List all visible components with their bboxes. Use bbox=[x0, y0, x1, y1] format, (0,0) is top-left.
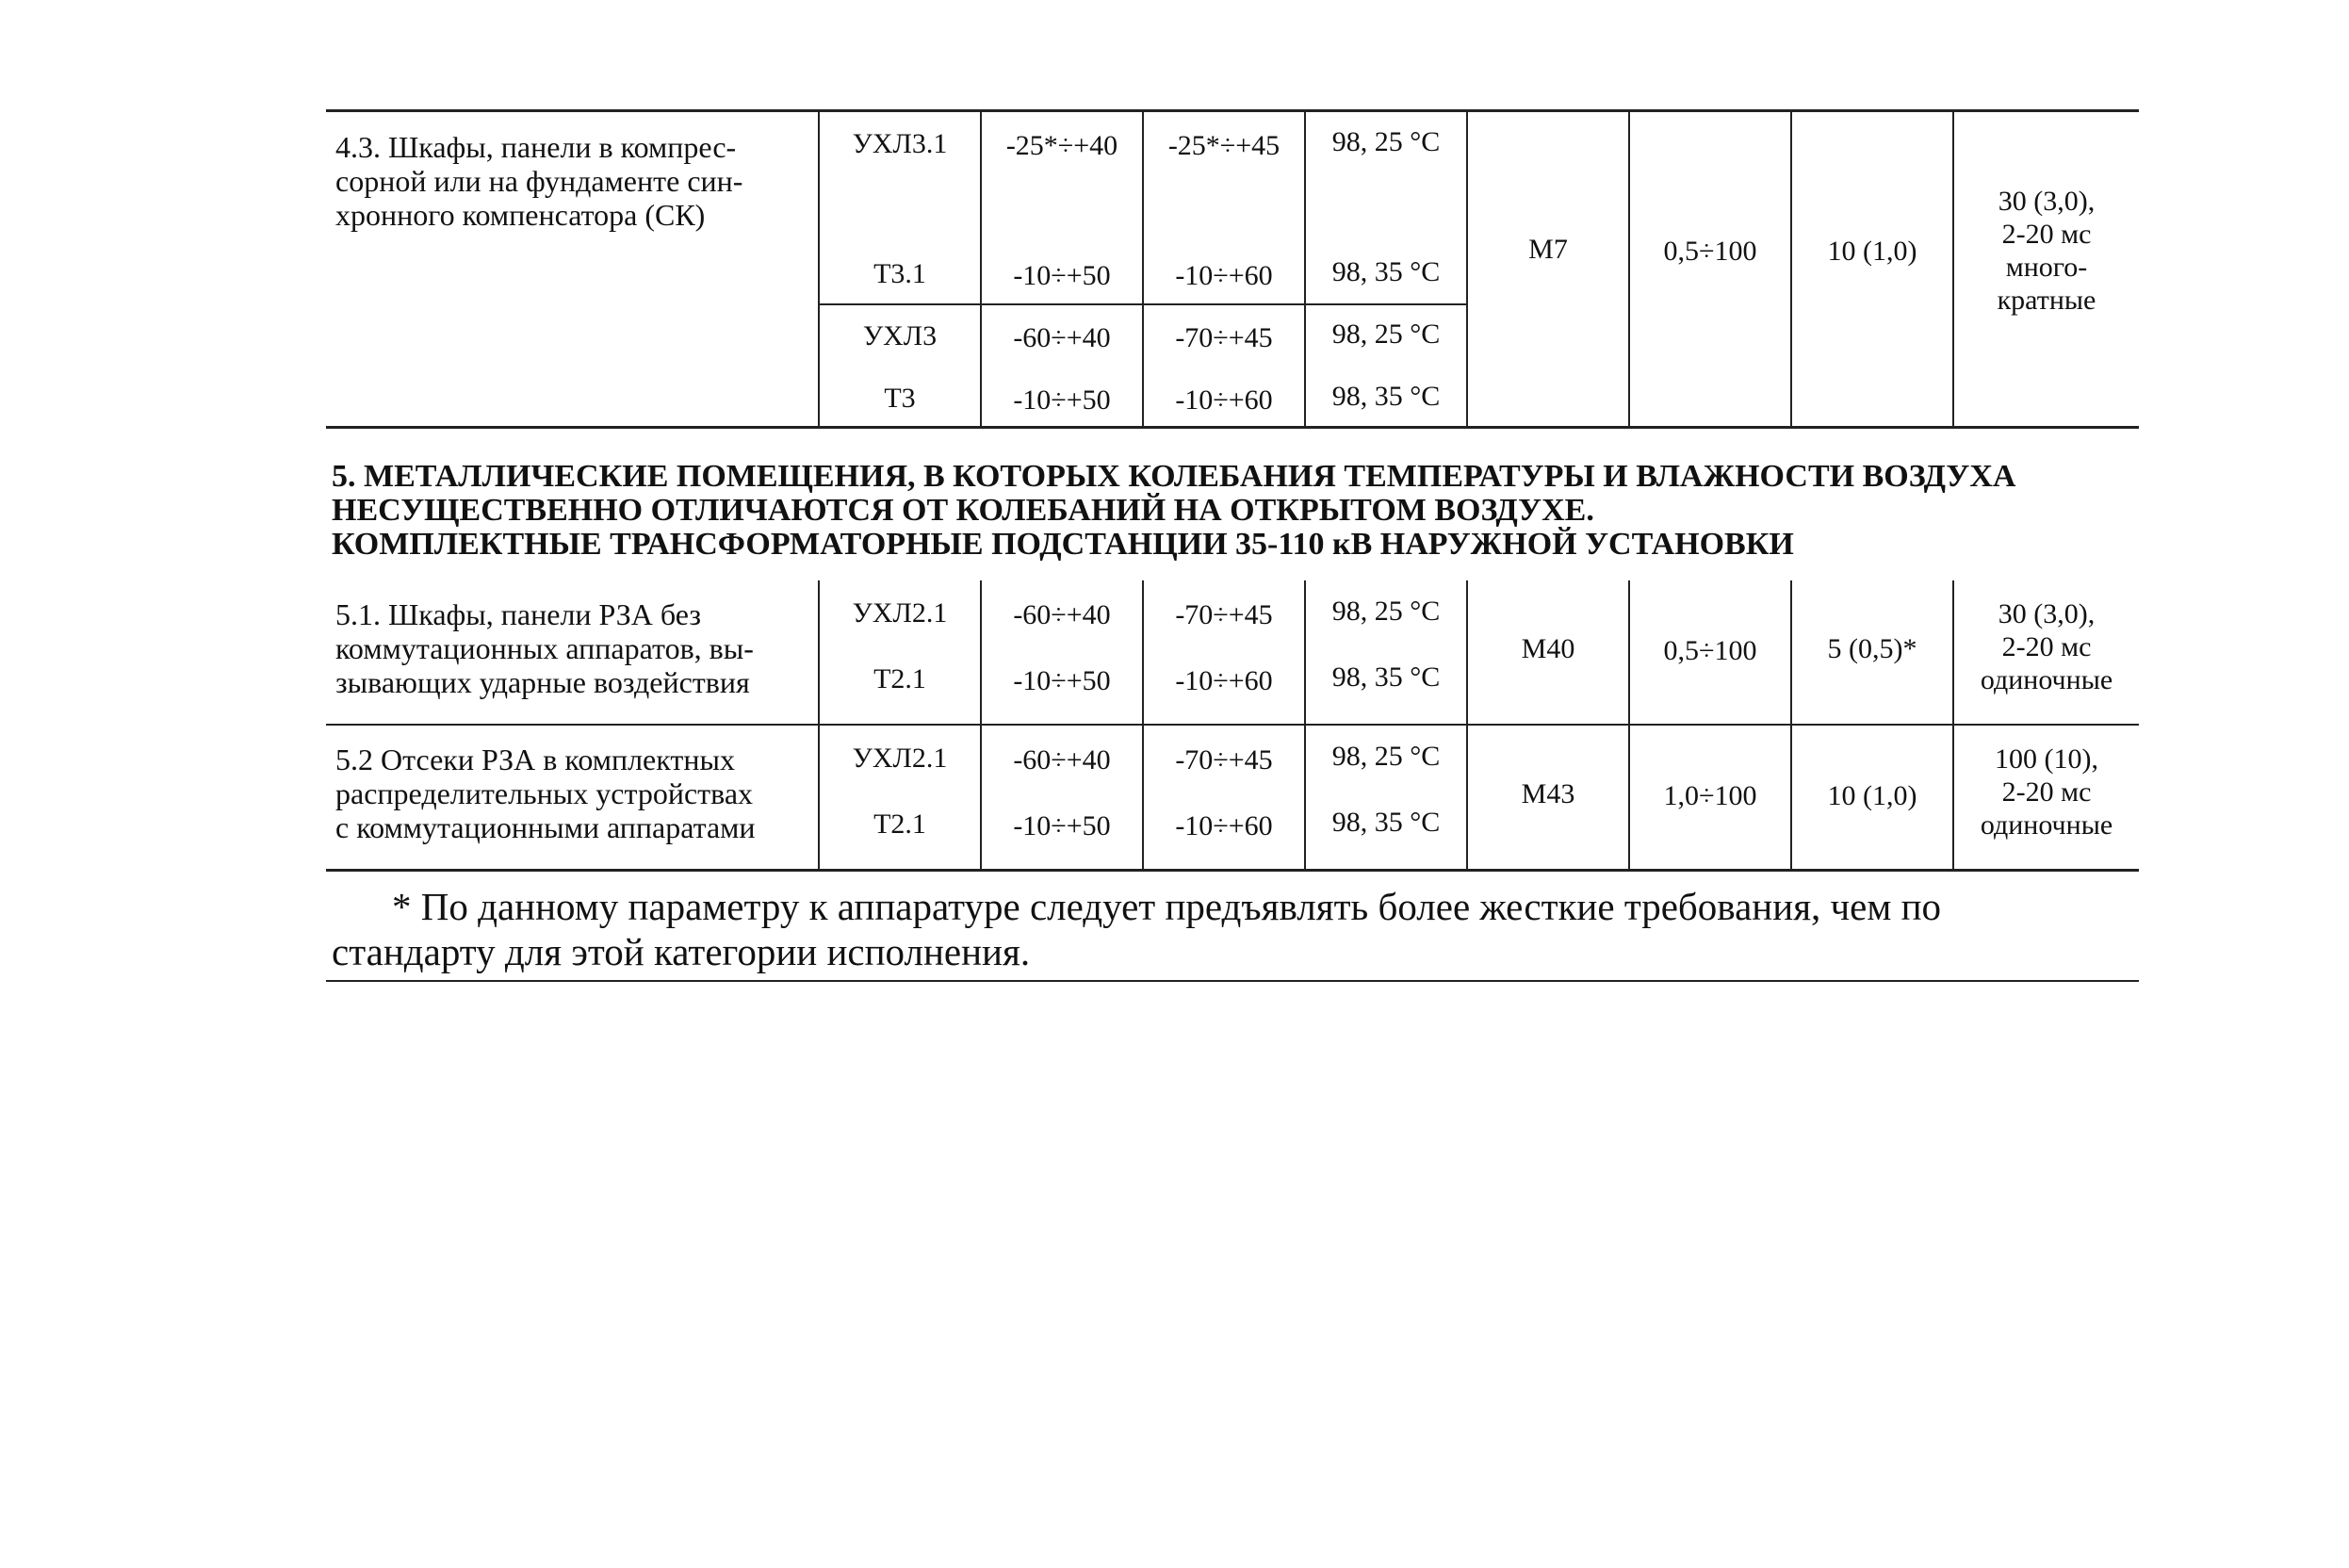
frequency-range: 1,0÷100 bbox=[1663, 780, 1757, 811]
climate-category: УХЛ3.1 bbox=[852, 128, 948, 159]
climate-category: УХЛ2.1 bbox=[852, 743, 948, 774]
working-temp: -10÷+50 bbox=[1013, 260, 1111, 291]
vibration-group: М7 bbox=[1528, 234, 1568, 265]
desc-line: 5.1. Шкафы, панели РЗА без bbox=[335, 597, 701, 631]
acceleration: 10 (1,0) bbox=[1827, 780, 1917, 811]
shock-params bbox=[1954, 743, 2139, 841]
shock-line: 2-20 мс bbox=[2001, 776, 2092, 808]
col-divider bbox=[1628, 109, 1630, 426]
climate-category: Т2.1 bbox=[873, 663, 926, 694]
heading-line: 5. МЕТАЛЛИЧЕСКИЕ ПОМЕЩЕНИЯ, В КОТОРЫХ КОЛЕБАНИЯ ТЕМПЕРАТУРЫ И ВЛАЖНОСТИ ВОЗДУХА bbox=[332, 459, 2016, 494]
col-divider bbox=[1466, 580, 1468, 869]
shock-line: 100 (10), bbox=[1995, 743, 2098, 775]
humidity: 98, 25 °С bbox=[1331, 596, 1441, 627]
climate-category: Т3.1 bbox=[873, 258, 926, 289]
col-divider bbox=[1790, 109, 1792, 426]
desc-line: 5.2 Отсеки РЗА в комплектных bbox=[335, 743, 735, 776]
limit-temp: -10÷+60 bbox=[1175, 260, 1273, 291]
limit-temp: -10÷+60 bbox=[1175, 384, 1273, 416]
frequency-range: 0,5÷100 bbox=[1663, 236, 1757, 267]
row-5-2-description bbox=[335, 743, 756, 844]
acceleration: 5 (0,5)* bbox=[1827, 633, 1917, 664]
shock-params bbox=[1954, 185, 2139, 317]
desc-line: коммутационных аппаратов, вы- bbox=[335, 631, 754, 665]
col-divider bbox=[1466, 109, 1468, 426]
vibration-group: М43 bbox=[1521, 778, 1575, 809]
shock-line: одиночные bbox=[1980, 664, 2113, 695]
shock-line: кратные bbox=[1997, 285, 2096, 316]
climate-category: УХЛ2.1 bbox=[852, 597, 948, 629]
humidity: 98, 35 °С bbox=[1331, 256, 1441, 287]
limit-temp: -70÷+45 bbox=[1175, 744, 1273, 776]
limit-temp: -70÷+45 bbox=[1175, 322, 1273, 353]
working-temp: -60÷+40 bbox=[1013, 322, 1111, 353]
humidity: 98, 35 °С bbox=[1331, 381, 1441, 412]
humidity: 98, 25 °С bbox=[1331, 318, 1441, 350]
humidity: 98, 25 °С bbox=[1331, 741, 1441, 772]
shock-line: много- bbox=[2005, 252, 2088, 283]
limit-temp: -70÷+45 bbox=[1175, 599, 1273, 630]
table-bottom-border bbox=[326, 869, 2139, 872]
humidity: 98, 35 °С bbox=[1331, 662, 1441, 693]
footnote-rule bbox=[326, 980, 2139, 982]
limit-temp: -10÷+60 bbox=[1175, 665, 1273, 696]
col-divider bbox=[1628, 580, 1630, 869]
footnote bbox=[332, 884, 1941, 974]
shock-line: 30 (3,0), bbox=[1998, 186, 2096, 217]
desc-line: зывающих ударные воздействия bbox=[335, 665, 750, 699]
shock-params bbox=[1954, 597, 2139, 696]
heading-line: НЕСУЩЕСТВЕННО ОТЛИЧАЮТСЯ ОТ КОЛЕБАНИЙ НА ОТКРЫТОМ ВОЗДУХЕ. bbox=[332, 493, 1594, 528]
shock-line: 30 (3,0), bbox=[1998, 598, 2096, 629]
working-temp: -25*÷+40 bbox=[1005, 130, 1118, 161]
heading-line: КОМПЛЕКТНЫЕ ТРАНСФОРМАТОРНЫЕ ПОДСТАНЦИИ 35-110 кВ НАРУЖНОЙ УСТАНОВКИ bbox=[332, 527, 1794, 562]
working-temp: -10÷+50 bbox=[1013, 665, 1111, 696]
vibration-group: М40 bbox=[1521, 633, 1575, 664]
desc-line: сорной или на фундаменте син- bbox=[335, 164, 743, 198]
humidity: 98, 25 °С bbox=[1331, 126, 1441, 157]
table-top-border bbox=[326, 109, 2139, 112]
working-temp: -10÷+50 bbox=[1013, 810, 1111, 841]
footnote-line: стандарту для этой категории исполнения. bbox=[332, 930, 1031, 973]
acceleration: 10 (1,0) bbox=[1827, 236, 1917, 267]
humidity: 98, 35 °С bbox=[1331, 807, 1441, 838]
limit-temp: -10÷+60 bbox=[1175, 810, 1273, 841]
shock-line: 2-20 мс bbox=[2001, 219, 2092, 250]
desc-line: с коммутационными аппаратами bbox=[335, 810, 756, 844]
desc-line: 4.3. Шкафы, панели в компрес- bbox=[335, 130, 737, 164]
climate-category: УХЛ3 bbox=[862, 320, 938, 351]
working-temp: -60÷+40 bbox=[1013, 744, 1111, 776]
climate-category: Т2.1 bbox=[873, 808, 926, 840]
row-4-3-description bbox=[335, 130, 742, 232]
row-5-1-description bbox=[335, 597, 754, 699]
table-top-bottom-border bbox=[326, 426, 2139, 429]
limit-temp: -25*÷+45 bbox=[1167, 130, 1281, 161]
section-5-heading bbox=[332, 460, 2015, 562]
climate-category: Т3 bbox=[884, 383, 916, 414]
shock-line: 2-20 мс bbox=[2001, 631, 2092, 662]
desc-line: распределительных устройствах bbox=[335, 776, 754, 810]
desc-line: хронного компенсатора (СК) bbox=[335, 198, 706, 232]
working-temp: -10÷+50 bbox=[1013, 384, 1111, 416]
shock-line: одиночные bbox=[1980, 809, 2113, 841]
working-temp: -60÷+40 bbox=[1013, 599, 1111, 630]
row-divider bbox=[326, 724, 2139, 726]
col-divider bbox=[1790, 580, 1792, 869]
frequency-range: 0,5÷100 bbox=[1663, 635, 1757, 666]
footnote-line: * По данному параметру к аппаратуре следует предъявлять более жесткие требования, чем по bbox=[392, 885, 1942, 928]
